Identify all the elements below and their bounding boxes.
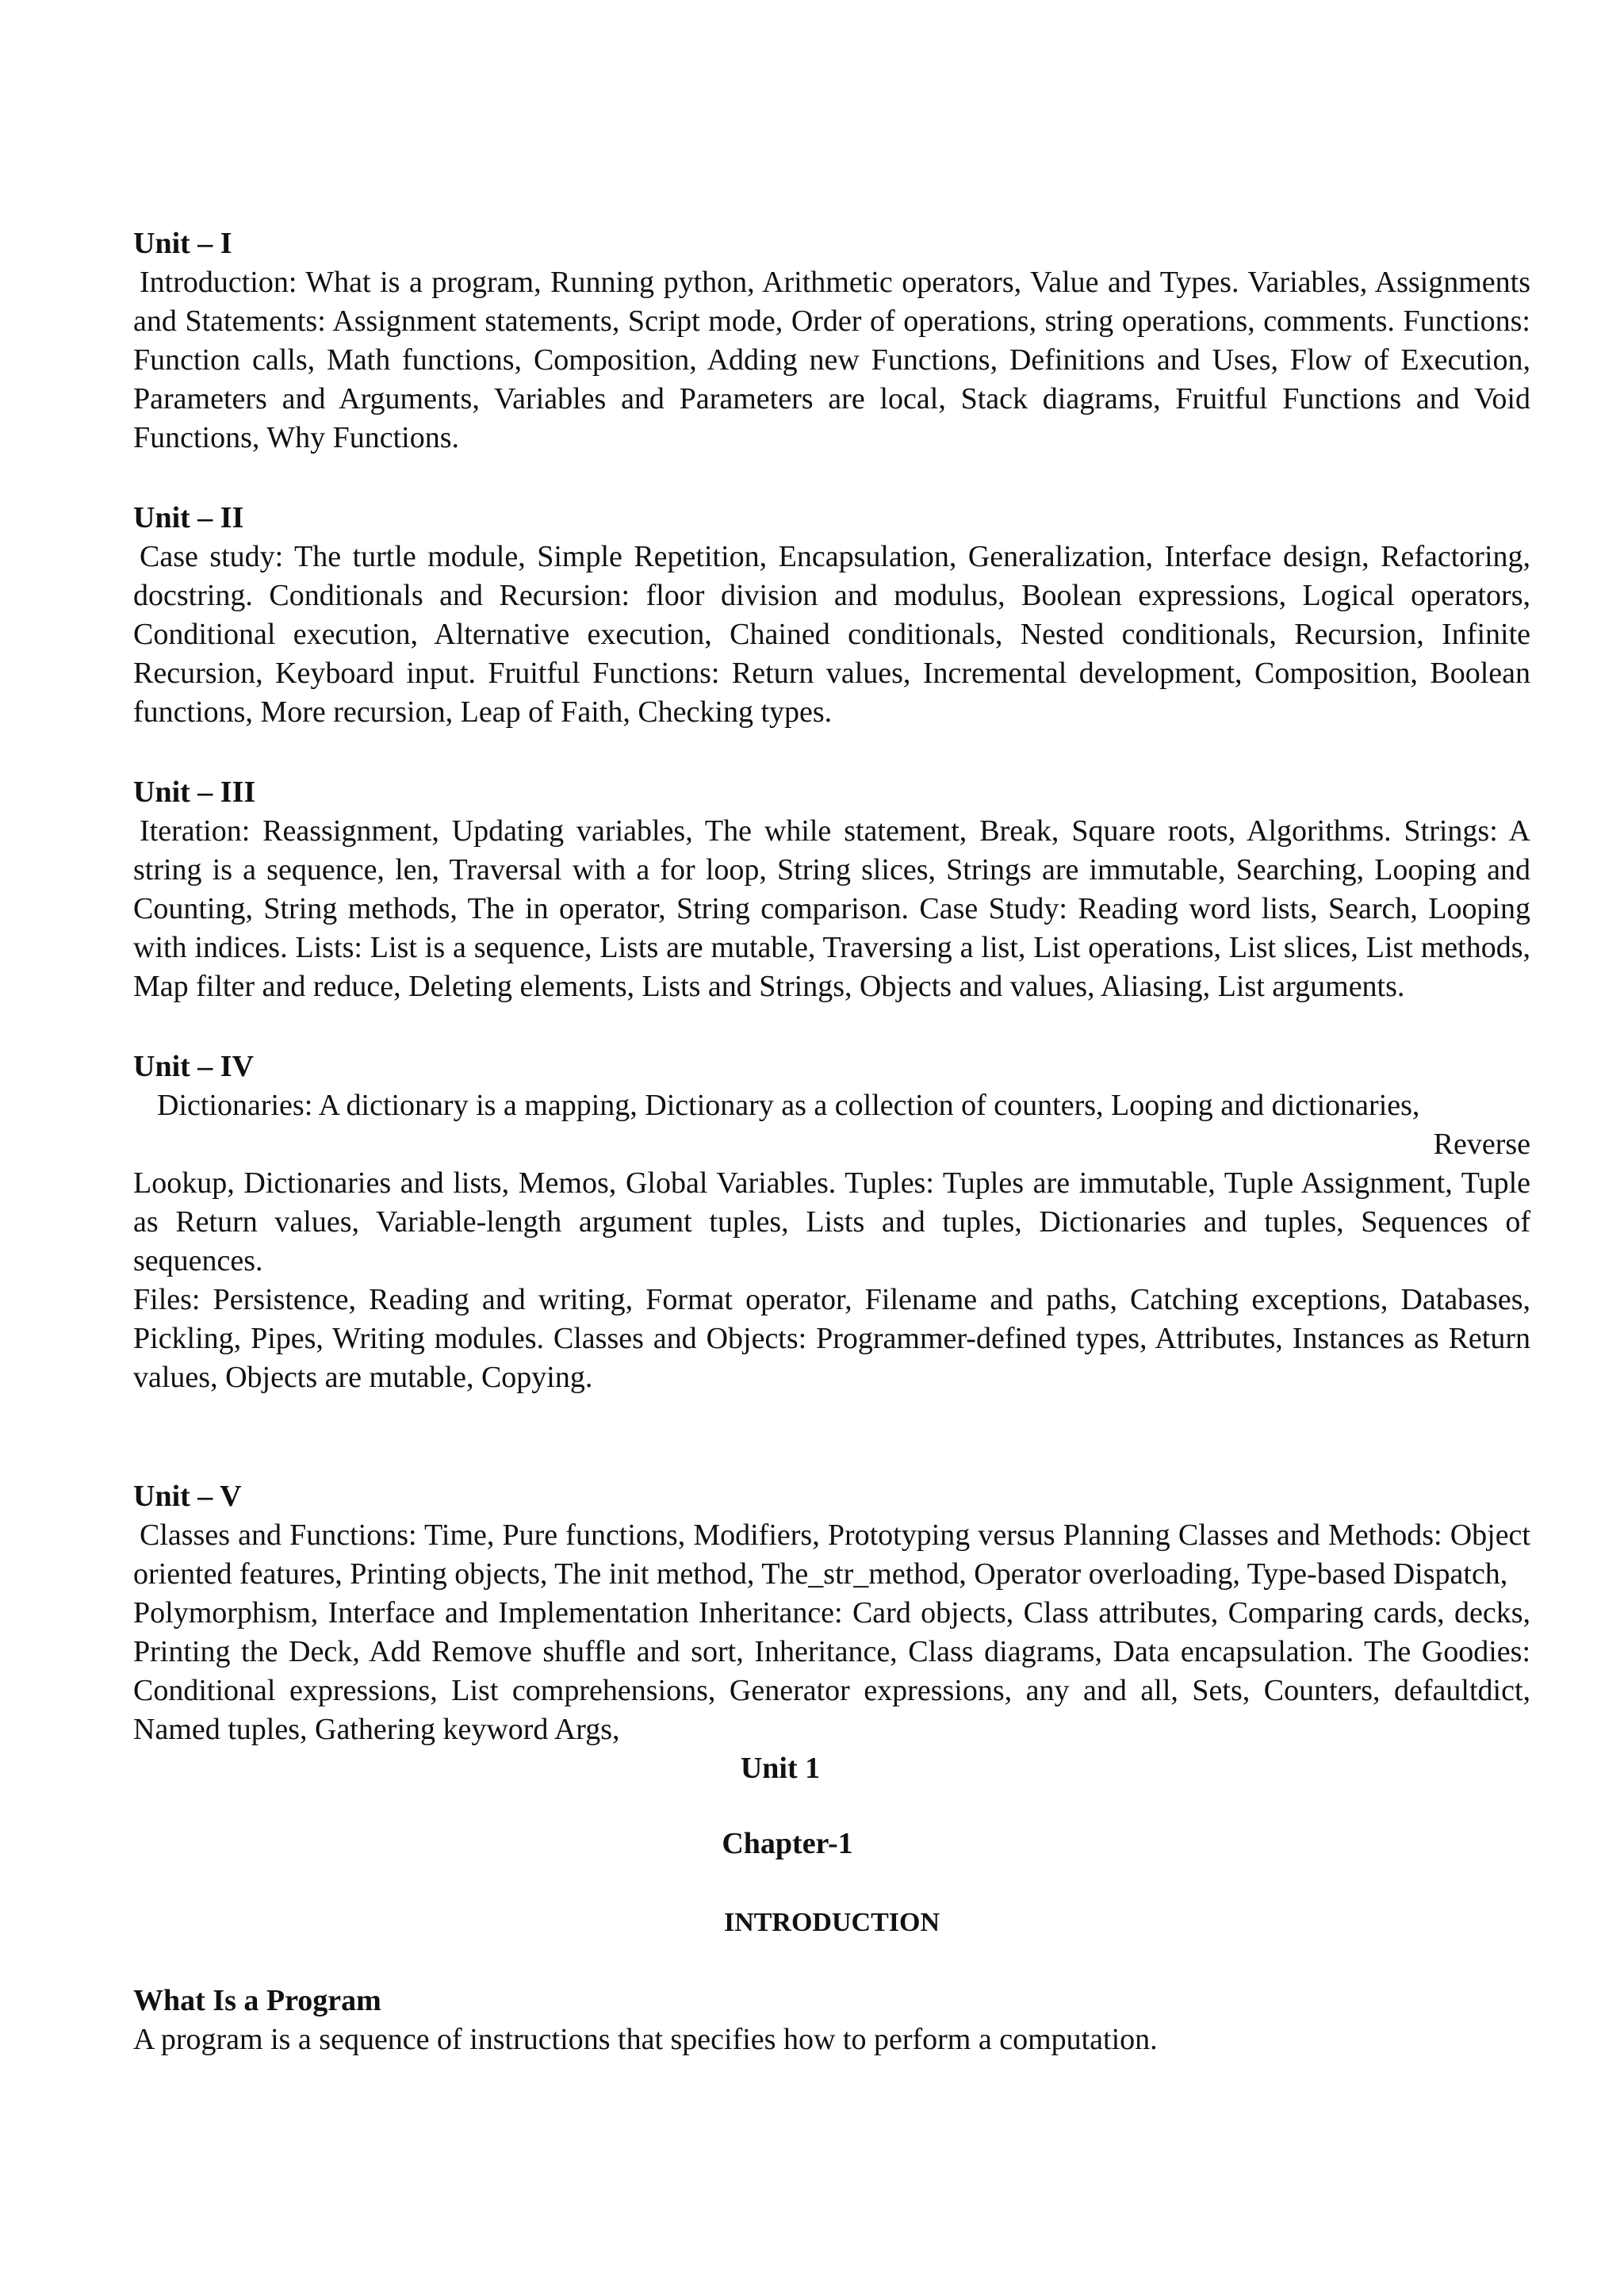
unit-3-heading: Unit – III — [133, 776, 256, 809]
unit-4-first-line: Dictionaries: A dictionary is a mapping, Dictionary as a collection of counters, Looping and dictionaries, — [157, 1089, 1420, 1122]
unit-5-syllabus-polymorphism: Polymorphism, Interface and Implementation Inheritance: Card objects, Class attributes, Comparing cards, decks, Printing the Deck, Add Remove shuffle and sort, Inheritance, Class diagrams, Data encapsulation. The Goodies: Conditional expressions, List comprehensions, Generator expressions, any and all, Sets, Counters, defaultdict, Named tuples, Gathering keyword Args, — [133, 1596, 1530, 1746]
unit-1-syllabus: Introduction: What is a program, Running python, Arithmetic operators, Value and Types. Variables, Assignments and Statements: Assignment statements, Script mode, Order of operations, string operations, comments. Functions: Function calls, Math functions, Composition, Adding new Functions, Definitions and Uses, Flow of Execution, Parameters and Arguments, Variables and Parameters are local, Stack diagrams, Fruitful Functions and Void Functions, Why Functions. — [133, 266, 1530, 454]
unit-5-syllabus-classes: Classes and Functions: Time, Pure functions, Modifiers, Prototyping versus Planning Classes and Methods: Object oriented features, Printing objects, The init method, The_str_method, Operator overloading, Type-based Dispatch, — [133, 1518, 1530, 1591]
unit-4-syllabus-files: Files: Persistence, Reading and writing, Format operator, Filename and paths, Catching exceptions, Databases, Pickling, Pipes, Writing modules. Classes and Objects: Programmer-defined types, Attributes, Instances as Return values, Objects are mutable, Copying. — [133, 1283, 1530, 1394]
unit-4-syllabus-tuples: Lookup, Dictionaries and lists, Memos, Global Variables. Tuples: Tuples are immutable, Tuple Assignment, Tuple as Return values, Variable-length argument tuples, Lists and tuples, Dictionaries and tuples, Sequences of sequences. — [133, 1166, 1530, 1277]
section-title: What Is a Program — [133, 1984, 381, 2017]
unit-2-syllabus: Case study: The turtle module, Simple Repetition, Encapsulation, Generalization, Interface design, Refactoring, docstring. Conditionals and Recursion: floor division and modulus, Boolean expressions, Logical operators, Conditional execution, Alternative execution, Chained conditionals, Nested conditionals, Recursion, Infinite Recursion, Keyboard input. Fruitful Functions: Return values, Incremental development, Composition, Boolean functions, More recursion, Leap of Faith, Checking types. — [133, 540, 1530, 729]
section-body: A program is a sequence of instructions that specifies how to perform a computation. — [133, 2023, 1158, 2056]
unit-4-right-word: Reverse — [1433, 1128, 1530, 1161]
document-page — [133, 224, 1530, 2059]
unit-1-heading: Unit – I — [133, 227, 232, 260]
chapter-unit-label: Unit 1 — [740, 1752, 821, 1785]
unit-5-heading: Unit – V — [133, 1480, 242, 1513]
chapter-title: INTRODUCTION — [723, 1908, 940, 1937]
unit-4-heading: Unit – IV — [133, 1050, 255, 1083]
chapter-label: Chapter-1 — [722, 1827, 853, 1860]
unit-3-syllabus: Iteration: Reassignment, Updating variables, The while statement, Break, Square roots, Algorithms. Strings: A string is a sequence, len, Traversal with a for loop, String slices, Strings are immutable, Searching, Looping and Counting, String methods, The in operator, String comparison. Case Study: Reading word lists, Search, Looping with indices. Lists: List is a sequence, Lists are mutable, Traversing a list, List operations, List slices, List methods, Map filter and reduce, Deleting elements, Lists and Strings, Objects and values, Aliasing, List arguments. — [133, 814, 1530, 1003]
unit-2-heading: Unit – II — [133, 501, 244, 534]
